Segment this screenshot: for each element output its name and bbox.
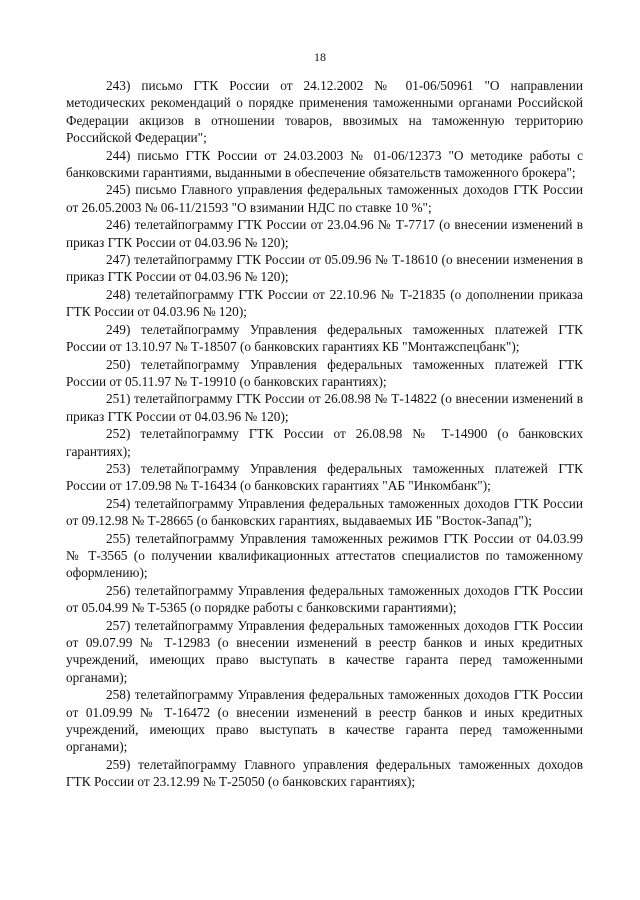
- list-item-248: 248) телетайпограмму ГТК России от 22.10.96 № Т-21835 (о дополнении приказа ГТК России от 04.03.96 № 120);: [66, 286, 583, 320]
- list-item-257: 257) телетайпограмму Управления федеральных таможенных доходов ГТК России от 09.07.99 № Т-12983 (о внесении изменений в реестр банков и иных кредитных учреждений, имеющих право выступать в качестве гаранта перед таможенными органами);: [66, 617, 583, 685]
- list-item-246: 246) телетайпограмму ГТК России от 23.04.96 № Т-7717 (о внесении изменений в приказ ГТК России от 04.03.96 № 120);: [66, 217, 583, 250]
- page-number: 18: [314, 50, 326, 64]
- list-item-243: 243) письмо ГТК России от 24.12.2002 № 01-06/50961 "О направлении методических рекомендаций о порядке применения таможенными органами Российской Федерации акцизов в отношении товаров, ввозимых на таможенную территорию Российской Федерации";: [66, 78, 583, 146]
- list-item-252: 252) телетайпограмму ГТК России от 26.08.98 № Т-14900 (о банковских гарантиях);: [66, 426, 583, 459]
- list-item-247: 247) телетайпограмму ГТК России от 05.09.96 № Т-18610 (о внесении изменения в приказ ГТК России от 04.03.96 № 120);: [66, 252, 583, 285]
- list-item-250: 250) телетайпограмму Управления федеральных таможенных платежей ГТК России от 05.11.97 № Т-19910 (о банковских гарантиях);: [66, 356, 583, 389]
- decree-list: [66, 77, 583, 791]
- list-item-253: 253) телетайпограмму Управления федеральных таможенных платежей ГТК России от 17.09.98 № Т-16434 (о банковских гарантиях "АБ "Инкомбанк");: [66, 460, 583, 494]
- list-item-254: 254) телетайпограмму Управления федеральных таможенных доходов ГТК России от 09.12.98 № Т-28665 (о банковских гарантиях, выдаваемых ИБ "Восток-Запад");: [66, 495, 583, 529]
- list-item-251: 251) телетайпограмму ГТК России от 26.08.98 № Т-14822 (о внесении изменений в приказ ГТК России от 04.03.96 № 120);: [66, 391, 583, 424]
- list-item-249: 249) телетайпограмму Управления федеральных таможенных платежей ГТК России от 13.10.97 № Т-18507 (о банковских гарантиях КБ "Монтажспецбанк");: [66, 321, 583, 355]
- list-item-245: 245) письмо Главного управления федеральных таможенных доходов ГТК России от 26.05.2003 № 06-11/21593 "О взимании НДС по ставке 10 %";: [66, 182, 583, 215]
- list-item-255: 255) телетайпограмму Управления таможенных режимов ГТК России от 04.03.99 № Т-3565 (о получении квалификационных аттестатов специалистов по таможенному оформлению);: [66, 530, 583, 581]
- list-item-244: 244) письмо ГТК России от 24.03.2003 № 01-06/12373 "О методике работы с банковскими гарантиями, выданными в обеспечение обязательств таможенного брокера";: [66, 147, 583, 181]
- list-item-259: 259) телетайпограмму Главного управления федеральных таможенных доходов ГТК России от 23.12.99 № Т-25050 (о банковских гарантиях);: [66, 756, 583, 790]
- list-item-258: 258) телетайпограмму Управления федеральных таможенных доходов ГТК России от 01.09.99 № Т-16472 (о внесении изменений в реестр банков и иных кредитных учреждений, имеющих право выступать в качестве гаранта перед таможенными органами);: [66, 687, 583, 755]
- list-item-256: 256) телетайпограмму Управления федеральных таможенных доходов ГТК России от 05.04.99 № Т-5365 (о порядке работы с банковскими гарантиями);: [66, 582, 583, 616]
